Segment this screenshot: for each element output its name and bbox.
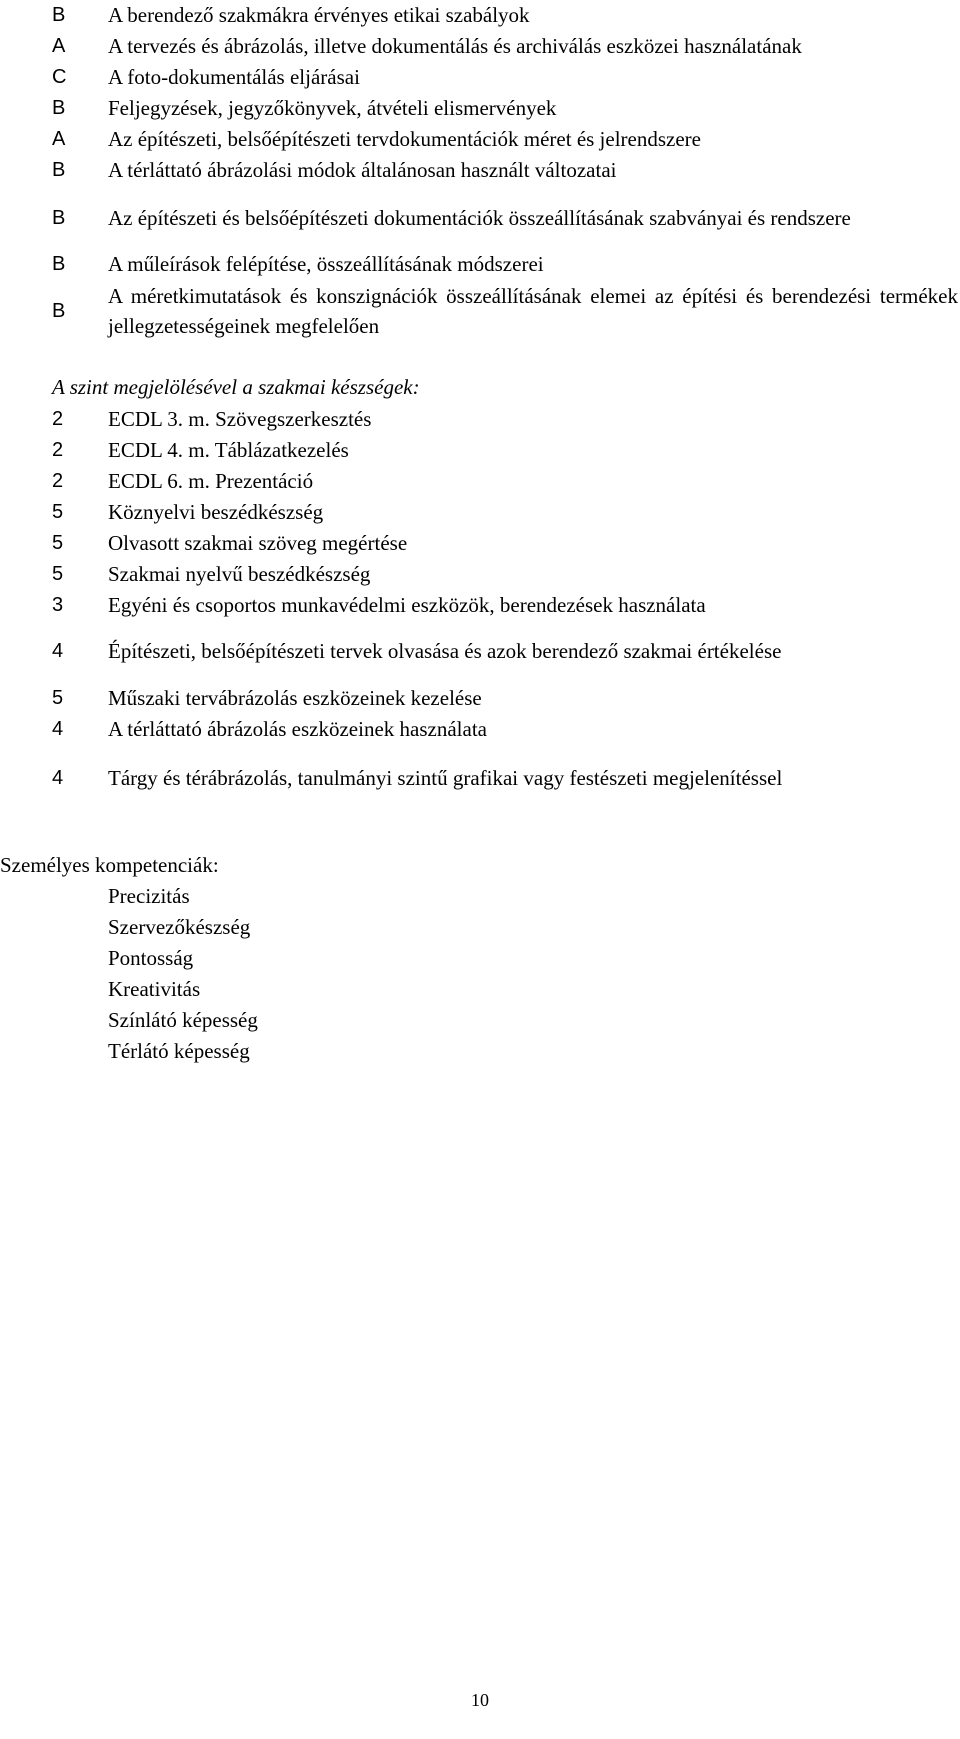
item-text: A méretkimutatások és konszignációk összeállításának elemei az építési és berendezési termékek jellegzetességeinek megfelelően [108, 284, 958, 338]
item-text: A foto-dokumentálás eljárásai [108, 65, 360, 89]
item-text: Az építészeti és belsőépítészeti dokumentációk összeállításának szabványai és rendszere [108, 206, 851, 230]
level-code: B [52, 97, 66, 119]
level-number: 2 [52, 470, 64, 492]
level-code: A [52, 35, 66, 57]
level-code: C [52, 66, 67, 88]
competence-item: Színlátó képesség [108, 1008, 258, 1032]
item-text: A műleírások felépítése, összeállításának módszerei [108, 252, 544, 276]
item-text: Egyéni és csoportos munkavédelmi eszközök, berendezések használata [108, 593, 706, 617]
personal-competences-heading: Személyes kompetenciák: [0, 853, 219, 877]
level-number: 5 [52, 687, 64, 709]
item-text: Feljegyzések, jegyzőkönyvek, átvételi elismervények [108, 96, 557, 120]
level-code: B [52, 253, 66, 275]
skill-item [52, 714, 958, 744]
item-text: A tervezés és ábrázolás, illetve dokumentálás és archiválás eszközei használatának [108, 34, 802, 58]
level-number: 5 [52, 532, 64, 554]
level-number: 5 [52, 563, 64, 585]
level-number: 4 [52, 767, 64, 789]
level-number: 4 [52, 718, 64, 740]
level-code: A [52, 128, 66, 150]
skill-item [52, 466, 958, 496]
level-code: B [52, 159, 66, 181]
level-code: B [52, 4, 66, 26]
competence-item: Térlátó képesség [108, 1039, 250, 1063]
item-text: Építészeti, belsőépítészeti tervek olvasása és azok berendező szakmai értékelése [108, 639, 782, 663]
item-text: Tárgy és térábrázolás, tanulmányi szintű grafikai vagy festészeti megjelenítéssel [108, 766, 783, 790]
competence-item: Precizitás [108, 884, 190, 908]
level-number: 5 [52, 501, 64, 523]
level-number: 2 [52, 439, 64, 461]
knowledge-item [52, 93, 958, 123]
skill-item [52, 763, 958, 793]
skill-item [52, 590, 958, 620]
item-text: Olvasott szakmai szöveg megértése [108, 531, 408, 555]
knowledge-item [52, 155, 958, 185]
skill-item [52, 497, 958, 527]
item-text: Műszaki tervábrázolás eszközeinek kezelése [108, 686, 482, 710]
skills-heading: A szint megjelölésével a szakmai készségek: [52, 375, 420, 399]
item-text: ECDL 6. m. Prezentáció [108, 469, 314, 493]
skill-item [52, 559, 958, 589]
knowledge-item [52, 280, 958, 342]
knowledge-item [52, 31, 958, 61]
skill-item [52, 528, 958, 558]
competence-item: Pontosság [108, 946, 194, 970]
skill-item [52, 435, 958, 465]
skill-item [52, 636, 958, 666]
item-text: Az építészeti, belsőépítészeti tervdokumentációk méret és jelrendszere [108, 127, 701, 151]
item-text: A térláttató ábrázolási módok általánosan használt változatai [108, 158, 617, 182]
knowledge-item [52, 62, 958, 92]
competence-item: Szervezőkészség [108, 915, 251, 939]
page-number: 10 [471, 1690, 489, 1710]
level-number: 4 [52, 640, 64, 662]
knowledge-item [52, 187, 958, 249]
item-text: ECDL 4. m. Táblázatkezelés [108, 438, 349, 462]
knowledge-item [52, 124, 958, 154]
item-text: A térláttató ábrázolás eszközeinek használata [108, 717, 487, 741]
level-number: 2 [52, 408, 64, 430]
item-text: Szakmai nyelvű beszédkészség [108, 562, 371, 586]
skill-item [52, 683, 958, 713]
competence-item: Kreativitás [108, 977, 201, 1001]
item-text: ECDL 3. m. Szövegszerkesztés [108, 407, 372, 431]
item-text: A berendező szakmákra érvényes etikai szabályok [108, 3, 530, 27]
skill-item [52, 404, 958, 434]
item-text: Köznyelvi beszédkészség [108, 500, 324, 524]
knowledge-item [52, 249, 958, 279]
level-number: 3 [52, 594, 64, 616]
level-code: B [52, 207, 66, 229]
knowledge-item [52, 0, 958, 30]
level-code: B [52, 300, 66, 322]
